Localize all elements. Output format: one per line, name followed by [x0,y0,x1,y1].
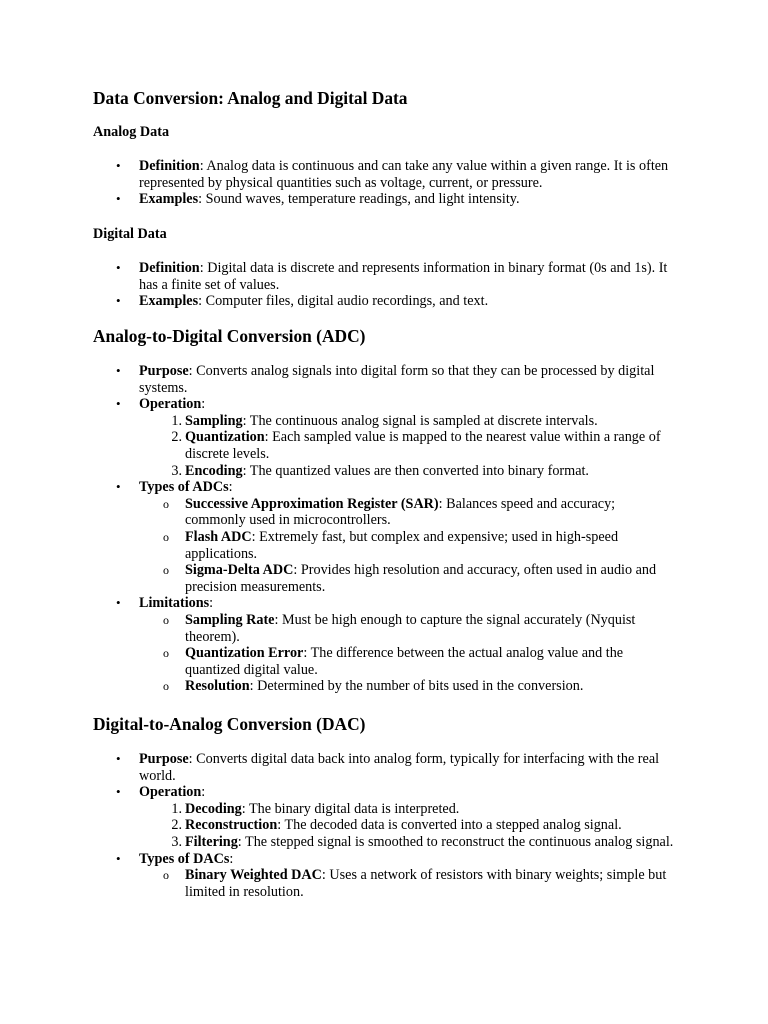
sub-list-item [0,645,675,678]
item-term: Quantization Error [185,645,304,662]
item-term: Sigma-Delta ADC [185,562,294,579]
bullet-marker: • [116,260,121,275]
item-term: Examples [139,191,199,208]
bullet-marker: • [116,191,121,207]
item-term: Examples [139,293,199,310]
item-term: Sampling Rate [185,611,275,628]
item-term: Sampling [185,412,243,429]
item-text: : Determined by the number of bits used in the conversion. [249,678,584,695]
item-text: : [201,784,206,801]
item-term: Quantization [185,429,265,446]
list-item [0,851,671,868]
item-term: Resolution [185,678,250,695]
list-item [0,595,671,612]
item-term: Types of ADCs [139,479,229,496]
item-text: : The difference between the actual analog value and the quantized digital value. [185,645,624,678]
item-term: Reconstruction [185,817,278,834]
item-text: : Each sampled value is mapped to the nearest value within a range of discrete levels. [185,429,661,462]
digital-data-list [0,260,768,310]
item-text: : [201,396,206,413]
item-term: Flash ADC [185,528,252,545]
item-term: Definition [139,158,200,174]
list-item [0,191,671,208]
bullet-marker: • [116,850,121,866]
sub-list-item [0,612,675,645]
step-number: 3. [171,462,182,479]
item-text: : The continuous analog signal is sampled at discrete intervals. [242,412,598,429]
step-number: 2. [171,429,182,446]
list-item [0,396,671,413]
item-term: Operation [139,784,202,801]
item-text: : Extremely fast, but complex and expensive; used in high-speed applications. [185,528,619,562]
item-term: Encoding [185,462,243,479]
list-item [0,293,671,310]
list-item [0,363,671,396]
step-number: 3. [171,833,182,850]
bullet-marker: • [116,363,121,378]
bullet-marker: • [116,158,121,173]
item-text: : The quantized values are then converted into binary format. [242,462,589,479]
circle-marker: o [163,529,169,544]
sub-list-item [0,678,675,695]
item-text: : Provides high resolution and accuracy, often used in audio and precision measurements. [185,562,657,595]
numbered-item [0,834,675,851]
list-item [0,158,671,191]
item-term: Limitations [139,595,210,612]
document-title: Data Conversion: Analog and Digital Data [93,88,408,108]
adc-list [0,363,768,695]
bullet-marker: • [116,396,121,412]
item-term: Purpose [139,751,189,767]
numbered-item [0,817,675,834]
item-text: : Computer files, digital audio recordings, and text. [198,293,489,310]
list-item [0,784,671,801]
bullet-marker: • [116,595,121,611]
numbered-item [0,429,675,462]
item-text: : The binary digital data is interpreted. [241,800,460,817]
analog-data-list [0,158,768,208]
sub-list-item [0,496,675,529]
circle-marker: o [163,679,169,694]
item-text: : Converts analog signals into digital form so that they can be processed by digital systems. [139,363,655,396]
step-number: 1. [171,800,182,817]
item-text: : Must be high enough to capture the signal accurately (Nyquist theorem). [185,611,636,645]
dac-heading: Digital-to-Analog Conversion (DAC) [93,714,366,734]
sub-list-item [0,529,675,562]
item-text: : Digital data is discrete and represents information in binary format (0s and 1s). It has a finite set of values. [139,260,668,293]
circle-marker: o [163,868,169,883]
item-text: : The decoded data is converted into a stepped analog signal. [277,817,622,834]
step-number: 2. [171,817,182,834]
item-text: : Analog data is continuous and can take any value within a given range. It is often represented by physical quantities such as voltage, current, or pressure. [139,158,669,191]
item-term: Decoding [185,800,242,817]
dac-list [0,751,768,900]
numbered-item [0,413,675,430]
item-text: : Balances speed and accuracy; commonly used in microcontrollers. [185,495,616,529]
bullet-marker: • [116,751,121,766]
item-text: : The stepped signal is smoothed to reconstruct the continuous analog signal. [237,833,674,850]
step-number: 1. [171,412,182,429]
item-term: Definition [139,260,200,276]
item-text: : Converts digital data back into analog form, typically for interfacing with the real world. [139,751,660,784]
numbered-item [0,801,675,818]
item-text: : Sound waves, temperature readings, and light intensity. [198,191,520,208]
item-term: Operation [139,396,202,413]
numbered-item [0,463,675,480]
item-term: Purpose [139,363,189,379]
item-term: Binary Weighted DAC [185,867,322,884]
bullet-marker: • [116,479,121,495]
item-term: Types of DACs [139,850,230,867]
list-item [0,751,671,784]
item-term: Successive Approximation Register (SAR) [185,495,439,512]
item-text: : [209,595,214,612]
adc-heading: Analog-to-Digital Conversion (ADC) [93,326,366,346]
circle-marker: o [163,563,169,578]
sub-list-item [0,867,675,900]
sub-list-item [0,562,675,595]
list-item [0,260,671,293]
analog-data-heading: Analog Data [93,124,170,140]
circle-marker: o [163,612,169,627]
item-text: : [229,850,234,867]
list-item [0,479,671,496]
item-term: Filtering [185,833,238,850]
circle-marker: o [163,646,169,661]
bullet-marker: • [116,784,121,800]
item-text: : Uses a network of resistors with binary weights; simple but limited in resolution. [185,867,667,900]
item-text: : [228,479,233,496]
circle-marker: o [163,496,169,511]
digital-data-heading: Digital Data [93,226,167,242]
bullet-marker: • [116,293,121,309]
